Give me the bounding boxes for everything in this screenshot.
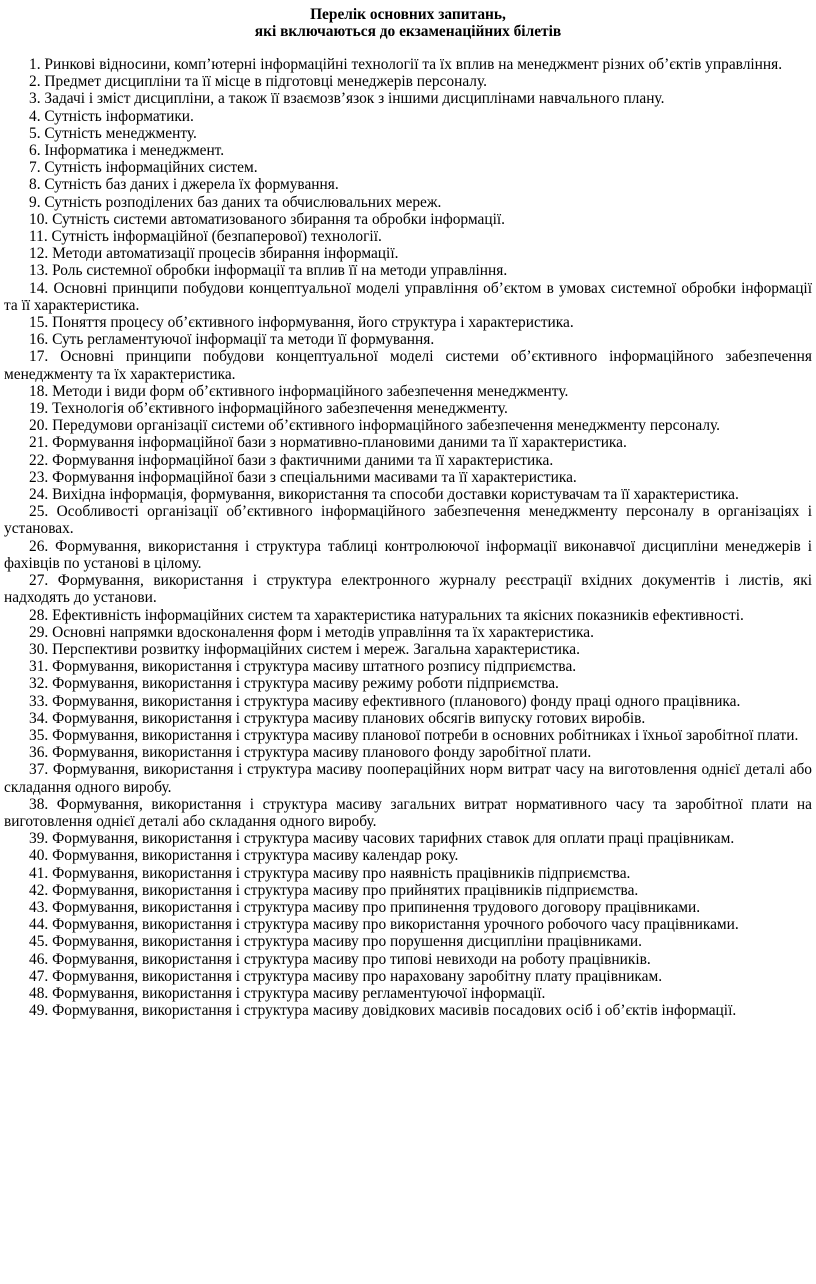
item-text: Формування, використання і структура масиву ефективного (планового) фонду праці одного працівника. — [52, 692, 741, 710]
item-number: 19. — [29, 400, 49, 418]
item-number: 39. — [29, 830, 49, 848]
list-item — [4, 452, 812, 469]
list-item — [4, 142, 812, 159]
item-number: 36. — [29, 744, 49, 762]
list-item — [4, 176, 812, 193]
list-item — [4, 348, 812, 382]
list-item — [4, 125, 812, 142]
item-text: Формування, використання і структура масиву календар року. — [52, 847, 459, 865]
item-text: Сутність інформатики. — [44, 107, 194, 125]
item-text: Сутність системи автоматизованого збирання та обробки інформації. — [52, 210, 505, 228]
list-item — [4, 280, 812, 314]
item-text: Формування, використання і структура масиву режиму роботи підприємства. — [52, 675, 559, 693]
item-text: Формування, використання і структура масиву довідкових масивів посадових осіб і об’єктів інформації. — [52, 1002, 737, 1020]
item-number: 44. — [29, 916, 49, 934]
item-number: 20. — [29, 417, 49, 435]
list-item — [4, 658, 812, 675]
item-number: 38. — [29, 795, 49, 813]
item-number: 11. — [29, 228, 48, 246]
item-number: 25. — [29, 503, 49, 521]
list-item — [4, 830, 812, 847]
item-text: Формування, використання і структура таблиці контролюючої інформації виконавчої дисципліни менеджерів і фахівців по установі в цілому. — [4, 537, 812, 572]
item-number: 12. — [29, 245, 49, 263]
item-number: 14. — [29, 279, 49, 297]
item-text: Формування, використання і структура масиву про прийнятих працівників підприємства. — [52, 881, 639, 899]
item-number: 10. — [29, 210, 49, 228]
list-item — [4, 383, 812, 400]
item-text: Формування, використання і структура масиву планового фонду заробітної плати. — [52, 744, 592, 762]
item-text: Вихідна інформація, формування, використання та способи доставки користувачам та її характеристика. — [52, 486, 739, 504]
title-line-1: Перелік основних запитань, — [310, 6, 506, 23]
list-item — [4, 916, 812, 933]
list-item — [4, 503, 812, 537]
item-number: 2. — [29, 73, 41, 91]
item-text: Предмет дисципліни та її місце в підготовці менеджерів персоналу. — [44, 73, 487, 91]
item-text: Формування, використання і структура масиву про порушення дисципліни працівниками. — [52, 933, 643, 951]
item-text: Формування, використання і структура масиву часових тарифних ставок для оплати праці працівникам. — [52, 830, 735, 848]
item-text: Формування, використання і структура масиву штатного розпису підприємства. — [52, 658, 577, 676]
item-number: 18. — [29, 382, 49, 400]
item-number: 9. — [29, 193, 41, 211]
item-text: Методи автоматизації процесів збирання інформації. — [52, 245, 399, 263]
item-number: 48. — [29, 984, 49, 1002]
list-item — [4, 434, 812, 451]
list-item — [4, 194, 812, 211]
item-number: 46. — [29, 950, 49, 968]
item-text: Особливості організації об’єктивного інформаційного забезпечення менеджменту персоналу в організаціях і установах. — [4, 503, 812, 538]
item-number: 5. — [29, 124, 41, 142]
item-number: 41. — [29, 864, 49, 882]
item-text: Ринкові відносини, комп’ютерні інформаційні технології та їх вплив на менеджмент різних об’єктів управління. — [44, 56, 783, 73]
item-text: Роль системної обробки інформації та вплив її на методи управління. — [52, 262, 508, 280]
item-text: Формування інформаційної бази з фактичними даними та її характеристика. — [52, 451, 554, 469]
item-number: 13. — [29, 262, 49, 280]
item-text: Задачі і зміст дисципліни, а також її взаємозв’язок з іншими дисциплінами навчального плану. — [44, 90, 665, 108]
item-text: Методи і види форм об’єктивного інформаційного забезпечення менеджменту. — [52, 382, 569, 400]
item-text: Формування, використання і структура масиву про використання урочного робочого часу працівниками. — [52, 916, 739, 934]
list-item — [4, 228, 812, 245]
item-text: Сутність інформаційної (безпаперової) технології. — [51, 228, 382, 246]
question-list — [4, 56, 812, 1019]
item-number: 21. — [29, 434, 49, 452]
item-text: Перспективи розвитку інформаційних систем і мереж. Загальна характеристика. — [52, 640, 580, 658]
item-number: 22. — [29, 451, 49, 469]
list-item — [4, 847, 812, 864]
item-text: Формування, використання і структура масиву про типові невиходи на роботу працівників. — [52, 950, 651, 968]
list-item — [4, 400, 812, 417]
list-item — [4, 761, 812, 795]
item-text: Інформатика і менеджмент. — [44, 142, 225, 160]
list-item — [4, 159, 812, 176]
item-number: 29. — [29, 623, 49, 641]
item-number: 33. — [29, 692, 49, 710]
list-item — [4, 968, 812, 985]
list-item — [4, 572, 812, 606]
item-text: Ефективність інформаційних систем та характеристика натуральних та якісних показників ефективності. — [52, 606, 744, 624]
list-item — [4, 211, 812, 228]
list-item — [4, 331, 812, 348]
item-text: Формування, використання і структура масиву регламентуючої інформації. — [52, 984, 546, 1002]
list-item — [4, 108, 812, 125]
item-text: Формування, використання і структура масиву про нараховану заробітну плату працівникам. — [52, 967, 663, 985]
item-number: 27. — [29, 572, 49, 590]
item-number: 23. — [29, 468, 49, 486]
item-number: 3. — [29, 90, 41, 108]
list-item — [4, 951, 812, 968]
list-item — [4, 882, 812, 899]
item-text: Сутність менеджменту. — [44, 124, 197, 142]
item-text: Сутність інформаційних систем. — [44, 159, 258, 177]
item-number: 7. — [29, 159, 41, 177]
item-text: Технологія об’єктивного інформаційного забезпечення менеджменту. — [52, 400, 508, 418]
list-item — [4, 90, 812, 107]
title-line-2: які включаються до екзаменаційних білетів — [254, 23, 562, 40]
item-number: 49. — [29, 1002, 49, 1020]
item-number: 6. — [29, 142, 41, 160]
list-item — [4, 624, 812, 641]
item-number: 31. — [29, 658, 49, 676]
list-item — [4, 469, 812, 486]
list-item — [4, 538, 812, 572]
list-item — [4, 1002, 812, 1019]
item-text: Суть регламентуючої інформації та методи її формування. — [52, 331, 435, 349]
list-item — [4, 486, 812, 503]
item-text: Поняття процесу об’єктивного інформування, його структура і характеристика. — [52, 314, 574, 332]
list-item — [4, 727, 812, 744]
item-number: 45. — [29, 933, 49, 951]
item-text: Сутність баз даних і джерела їх формування. — [44, 176, 339, 194]
list-item — [4, 245, 812, 262]
list-item — [4, 314, 812, 331]
item-number: 30. — [29, 640, 49, 658]
list-item — [4, 899, 812, 916]
item-text: Формування інформаційної бази з нормативно-плановими даними та її характеристика. — [52, 434, 627, 452]
item-number: 47. — [29, 967, 49, 985]
list-item — [4, 675, 812, 692]
item-number: 17. — [29, 348, 49, 366]
list-item — [4, 933, 812, 950]
list-item — [4, 641, 812, 658]
item-number: 34. — [29, 709, 49, 727]
item-number: 32. — [29, 675, 49, 693]
list-item — [4, 607, 812, 624]
document-title — [4, 6, 812, 40]
item-number: 37. — [29, 761, 49, 779]
list-item — [4, 417, 812, 434]
item-text: Формування, використання і структура масиву планової потреби в основних робітниках і їхньої заробітної плати. — [52, 726, 799, 744]
item-text: Формування інформаційної бази з спеціальними масивами та її характеристика. — [52, 468, 577, 486]
list-item — [4, 262, 812, 279]
item-text: Основні принципи побудови концептуальної моделі управління об’єктом в умовах системної обробки інформації та її характеристика. — [4, 279, 812, 314]
item-number: 42. — [29, 881, 49, 899]
item-number: 43. — [29, 898, 49, 916]
list-item — [4, 865, 812, 882]
item-number: 40. — [29, 847, 49, 865]
list-item — [4, 73, 812, 90]
item-number: 24. — [29, 486, 49, 504]
item-text: Сутність розподілених баз даних та обчислювальних мереж. — [44, 193, 442, 211]
list-item — [4, 693, 812, 710]
item-text: Основні принципи побудови концептуальної моделі системи об’єктивного інформаційного забезпечення менеджменту та їх характеристика. — [4, 348, 812, 383]
item-text: Формування, використання і структура масиву загальних витрат нормативного часу та заробітної плати на виготовлення однієї деталі або складання одного виробу. — [4, 795, 812, 830]
item-number: 4. — [29, 107, 41, 125]
item-text: Основні напрямки вдосконалення форм і методів управління та їх характеристика. — [52, 623, 594, 641]
list-item — [4, 796, 812, 830]
item-number: 28. — [29, 606, 49, 624]
item-number: 8. — [29, 176, 41, 194]
item-text: Формування, використання і структура електронного журналу реєстрації вхідних документів і листів, які надходять до установи. — [4, 572, 812, 607]
item-number: 15. — [29, 314, 49, 332]
list-item — [4, 985, 812, 1002]
list-item — [4, 744, 812, 761]
item-number: 1. — [29, 56, 41, 73]
item-text: Формування, використання і структура масиву планових обсягів випуску готових виробів. — [52, 709, 646, 727]
item-text: Формування, використання і структура масиву поопераційних норм витрат часу на виготовлення однієї деталі або складання одного виробу. — [4, 761, 812, 796]
item-text: Передумови організації системи об’єктивного інформаційного забезпечення менеджменту персоналу. — [52, 417, 721, 435]
item-number: 16. — [29, 331, 49, 349]
item-number: 26. — [29, 537, 49, 555]
list-item — [4, 56, 812, 73]
item-text: Формування, використання і структура масиву про припинення трудового договору працівниками. — [52, 898, 701, 916]
list-item — [4, 710, 812, 727]
item-number: 35. — [29, 726, 49, 744]
item-text: Формування, використання і структура масиву про наявність працівників підприємства. — [52, 864, 631, 882]
